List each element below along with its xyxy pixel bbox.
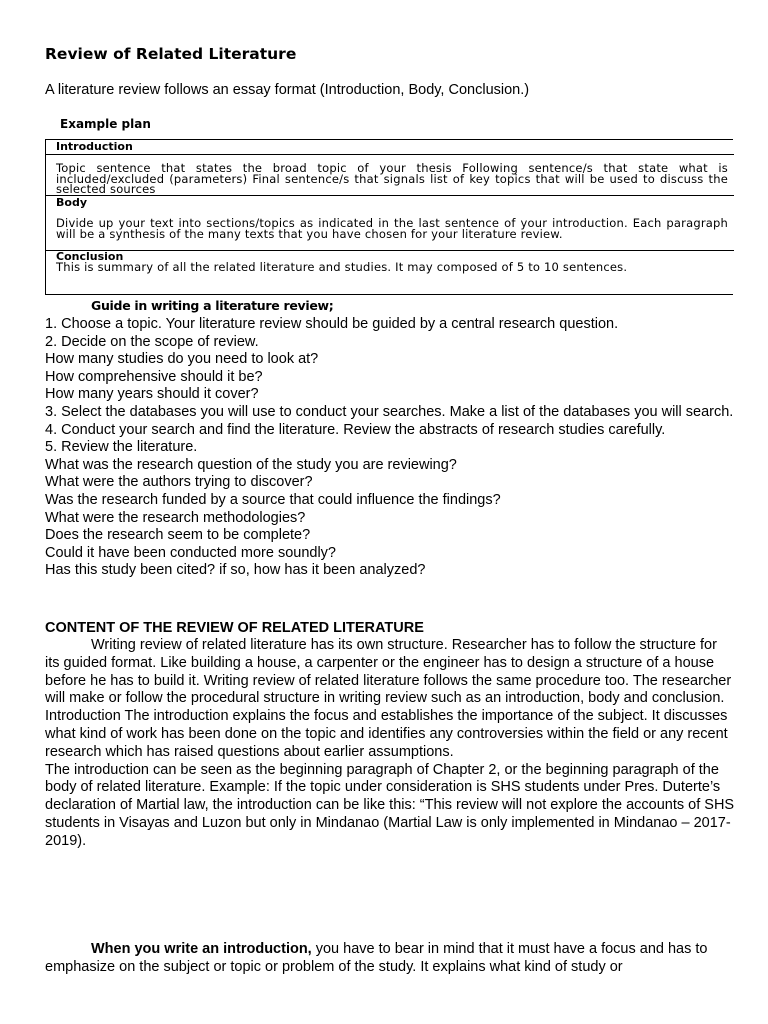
intro-line: A literature review follows an essay format (Introduction, Body, Conclusion.) [45, 82, 530, 98]
list-item: How comprehensive should it be? [45, 368, 263, 385]
plan-divider [46, 154, 734, 155]
plan-conclusion-text: This is summary of all the related literature and studies. It may composed of 5 to 10 sentences. [56, 260, 628, 274]
content-heading: CONTENT OF THE REVIEW OF RELATED LITERATURE [45, 620, 424, 636]
list-item: 3. Select the databases you will use to conduct your searches. Make a list of the databases you will search. [45, 403, 734, 420]
content-paragraph: The introduction can be seen as the beginning paragraph of Chapter 2, or the beginning paragraph of the body of related literature. Example: If the topic under consideration is SHS students under Pres. Duterte’s declaration of Martial law, the introduction can be like this: “This review will not explore the accounts of SHS students in Visayas and Luzon but only in Mindanao (Martial Law is only implemented in Mindanao – 2017- 2019). [45, 761, 735, 849]
content-body [45, 637, 735, 851]
plan-conclusion-heading: Conclusion [56, 250, 124, 263]
example-plan-label: Example plan [60, 117, 151, 131]
plan-body-heading: Body [56, 196, 87, 209]
document-title: Review of Related Literature [45, 45, 297, 63]
content-paragraph: Writing review of related literature has its own structure. Researcher has to follow the structure for its guided format. Like building a house, a carpenter or the engineer has to design a structure of a house before he has to build it. Writing review of related literature follows the same procedure too. The researcher will make or follow the procedural structure in writing review such as an introduction, body and conclusion. [45, 637, 732, 707]
content-paragraph: Introduction The introduction explains the focus and establishes the importance of the subject. It discusses what kind of work has been done on the topic and identifies any controversies within the field or any recent research which has raised questions about earlier assumptions. [45, 708, 728, 760]
list-item: How many studies do you need to look at? [45, 351, 319, 368]
list-item: 5. Review the literature. [45, 439, 198, 456]
plan-body-text: Divide up your text into sections/topics as indicated in the last sentence of your introduction. Each paragraph will be a synthesis of the many texts that you have chosen for your literature review. [56, 216, 728, 241]
list-item: Was the research funded by a source that could influence the findings? [45, 491, 501, 508]
list-item: Could it have been conducted more soundly? [45, 544, 336, 561]
plan-intro-heading: Introduction [56, 140, 133, 153]
last-paragraph [45, 941, 735, 977]
last-paragraph-text: you have to bear in mind that it must have a focus and has to emphasize on the subject or topic or problem of the study. It explains what kind of study or [45, 941, 708, 975]
plan-intro-text: Topic sentence that states the broad topic of your thesis Following sentence/s that state what is included/excluded (parameters) Final sentence/s that signals list of key topics that will be used to discuss the selected sources [56, 161, 728, 196]
guide-heading: Guide in writing a literature review; [91, 298, 334, 313]
list-item: How many years should it cover? [45, 386, 259, 403]
plan-divider [46, 195, 734, 196]
list-item: Does the research seem to be complete? [45, 527, 311, 544]
list-item: Has this study been cited? if so, how has it been analyzed? [45, 562, 426, 579]
list-item: What were the authors trying to discover? [45, 474, 313, 491]
last-paragraph-bold: When you write an introduction, [91, 941, 312, 957]
example-plan-box [45, 139, 733, 295]
list-item: 1. Choose a topic. Your literature review should be guided by a central research question. [45, 316, 619, 332]
list-item: What was the research question of the study you are reviewing? [45, 456, 457, 473]
list-item: 2. Decide on the scope of review. [45, 333, 259, 350]
guide-list [45, 316, 735, 580]
list-item: 4. Conduct your search and find the literature. Review the abstracts of research studies carefully. [45, 421, 666, 438]
list-item: What were the research methodologies? [45, 509, 306, 526]
